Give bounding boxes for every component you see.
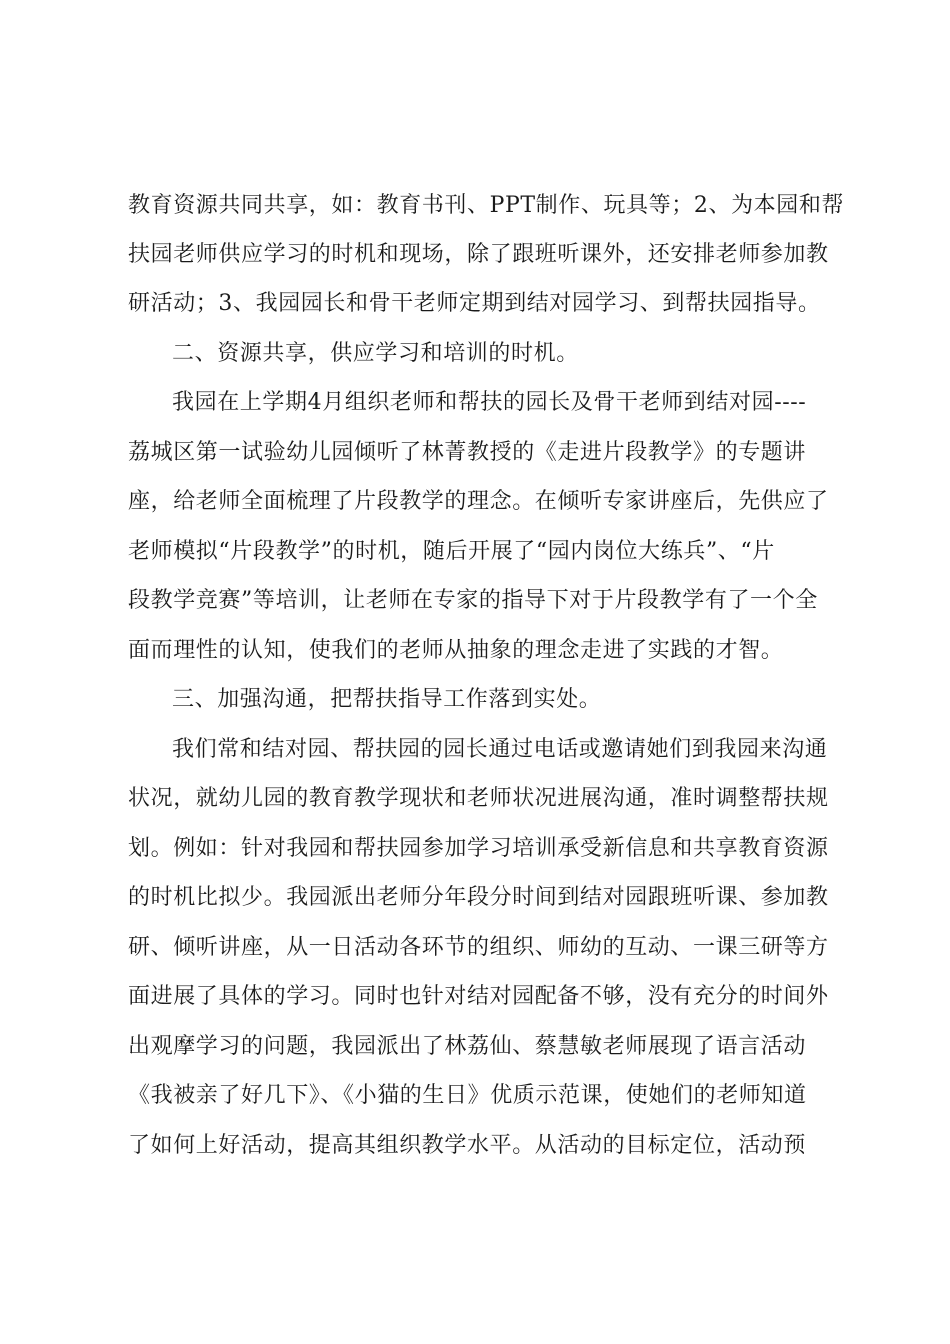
- paragraph-line: 出观摩学习的问题，我园派出了林荔仙、蔡慧敏老师展现了语言活动: [128, 1034, 807, 1059]
- paragraph-line: 状况，就幼儿园的教育教学现状和老师状况进展沟通，准时调整帮扶规: [128, 786, 829, 811]
- paragraph-line: 的时机比拟少。我园派出老师分年段分时间到结对园跟班听课、参加教: [128, 885, 829, 910]
- paragraph-line: 荔城区第一试验幼儿园倾听了林菁教授的《走进片段教学》的专题讲: [128, 440, 807, 465]
- paragraph-line: 我们常和结对园、帮扶园的园长通过电话或邀请她们到我园来沟通: [172, 737, 828, 762]
- paragraph-line: 研活动；3、我园园长和骨干老师定期到结对园学习、到帮扶园指导。: [128, 291, 821, 316]
- paragraph-line: 面而理性的认知，使我们的老师从抽象的理念走进了实践的才智。: [128, 638, 784, 663]
- paragraph-line: 老师模拟“片段教学”的时机，随后开展了“园内岗位大练兵”、“片: [128, 539, 775, 564]
- paragraph-line: 段教学竞赛”等培训，让老师在专家的指导下对于片段教学有了一个全: [128, 588, 818, 613]
- paragraph-line: 面进展了具体的学习。同时也针对结对园配备不够，没有充分的时间外: [128, 984, 829, 1009]
- paragraph-line: 《我被亲了好几下》、《小猫的生日》优质示范课，使她们的老师知道: [128, 1083, 807, 1108]
- paragraph-line: 教育资源共同共享，如：教育书刊、PPT制作、玩具等；2、为本园和帮: [128, 193, 845, 218]
- paragraph-line: 了如何上好活动，提高其组织教学水平。从活动的目标定位，活动预: [128, 1133, 807, 1158]
- section-heading: 二、资源共享，供应学习和培训的时机。: [172, 341, 579, 366]
- paragraph-line: 座，给老师全面梳理了片段教学的理念。在倾听专家讲座后，先供应了: [128, 489, 829, 514]
- paragraph-line: 我园在上学期4月组织老师和帮扶的园长及骨干老师到结对园----: [172, 390, 807, 415]
- paragraph-line: 研、倾听讲座，从一日活动各环节的组织、师幼的互动、一课三研等方: [128, 935, 829, 960]
- section-heading: 三、加强沟通，把帮扶指导工作落到实处。: [172, 687, 602, 712]
- paragraph-line: 划。例如：针对我园和帮扶园参加学习培训承受新信息和共享教育资源: [128, 836, 829, 861]
- paragraph-line: 扶园老师供应学习的时机和现场，除了跟班听课外，还安排老师参加教: [128, 242, 829, 267]
